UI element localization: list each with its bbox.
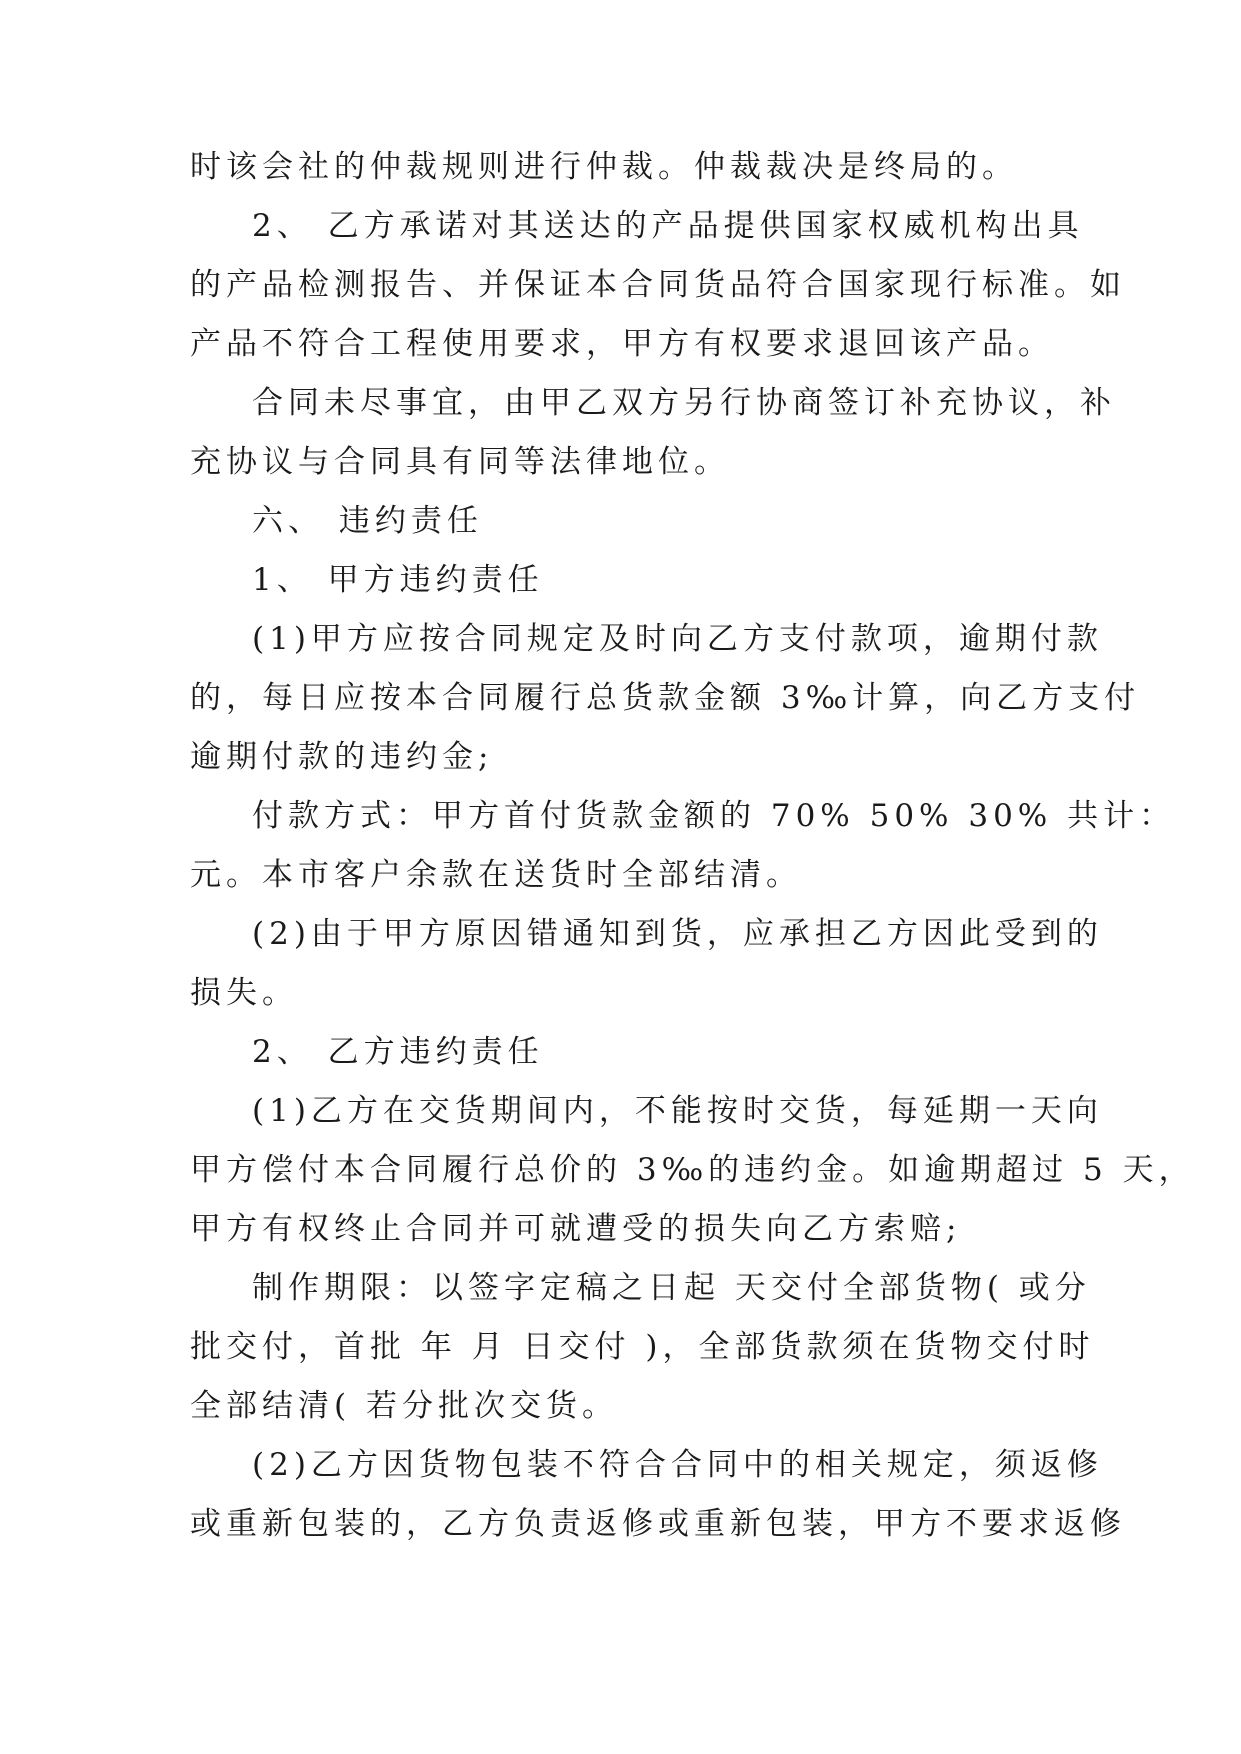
text-line: 甲方偿付本合同履行总价的 3‰的违约金。如逾期超过 5 天， bbox=[190, 1152, 1195, 1188]
text-line: 产品不符合工程使用要求，甲方有权要求退回该产品。 bbox=[190, 326, 1054, 362]
subsection-heading: 2、 乙方违约责任 bbox=[252, 1034, 544, 1070]
text-line: 逾期付款的违约金; bbox=[190, 739, 494, 775]
text-line: 付款方式：甲方首付货款金额的 70% 50% 30% 共计： bbox=[252, 798, 1176, 834]
text-line: 全部结清( 若分批次交货。 bbox=[190, 1388, 618, 1424]
text-line: 的产品检测报告、并保证本合同货品符合国家现行标准。如 bbox=[190, 267, 1126, 303]
subsection-heading: 1、 甲方违约责任 bbox=[252, 562, 544, 598]
text-line: (2)由于甲方原因错通知到货，应承担乙方因此受到的 bbox=[252, 916, 1103, 952]
text-line: (1)乙方在交货期间内，不能按时交货，每延期一天向 bbox=[252, 1093, 1103, 1129]
text-line: 批交付，首批 年 月 日交付 )，全部货款须在货物交付时 bbox=[190, 1329, 1095, 1365]
section-heading: 六、 违约责任 bbox=[252, 503, 483, 539]
text-line: 合同未尽事宜，由甲乙双方另行协商签订补充协议，补 bbox=[252, 385, 1116, 421]
text-line: 或重新包装的，乙方负责返修或重新包装，甲方不要求返修 bbox=[190, 1506, 1126, 1542]
text-line: 2、 乙方承诺对其送达的产品提供国家权威机构出具 bbox=[252, 208, 1084, 244]
text-line: 甲方有权终止合同并可就遭受的损失向乙方索赔; bbox=[190, 1211, 962, 1247]
text-line: 制作期限：以签字定稿之日起 天交付全部货物( 或分 bbox=[252, 1270, 1091, 1306]
text-line: (1)甲方应按合同规定及时向乙方支付款项，逾期付款 bbox=[252, 621, 1103, 657]
text-line: (2)乙方因货物包装不符合合同中的相关规定，须返修 bbox=[252, 1447, 1103, 1483]
text-line: 的，每日应按本合同履行总货款金额 3‰计算，向乙方支付 bbox=[190, 680, 1141, 716]
text-line: 时该会社的仲裁规则进行仲裁。仲裁裁决是终局的。 bbox=[190, 149, 1018, 185]
text-line: 充协议与合同具有同等法律地位。 bbox=[190, 444, 730, 480]
text-line: 损失。 bbox=[190, 975, 298, 1011]
text-line: 元。本市客户余款在送货时全部结清。 bbox=[190, 857, 802, 893]
